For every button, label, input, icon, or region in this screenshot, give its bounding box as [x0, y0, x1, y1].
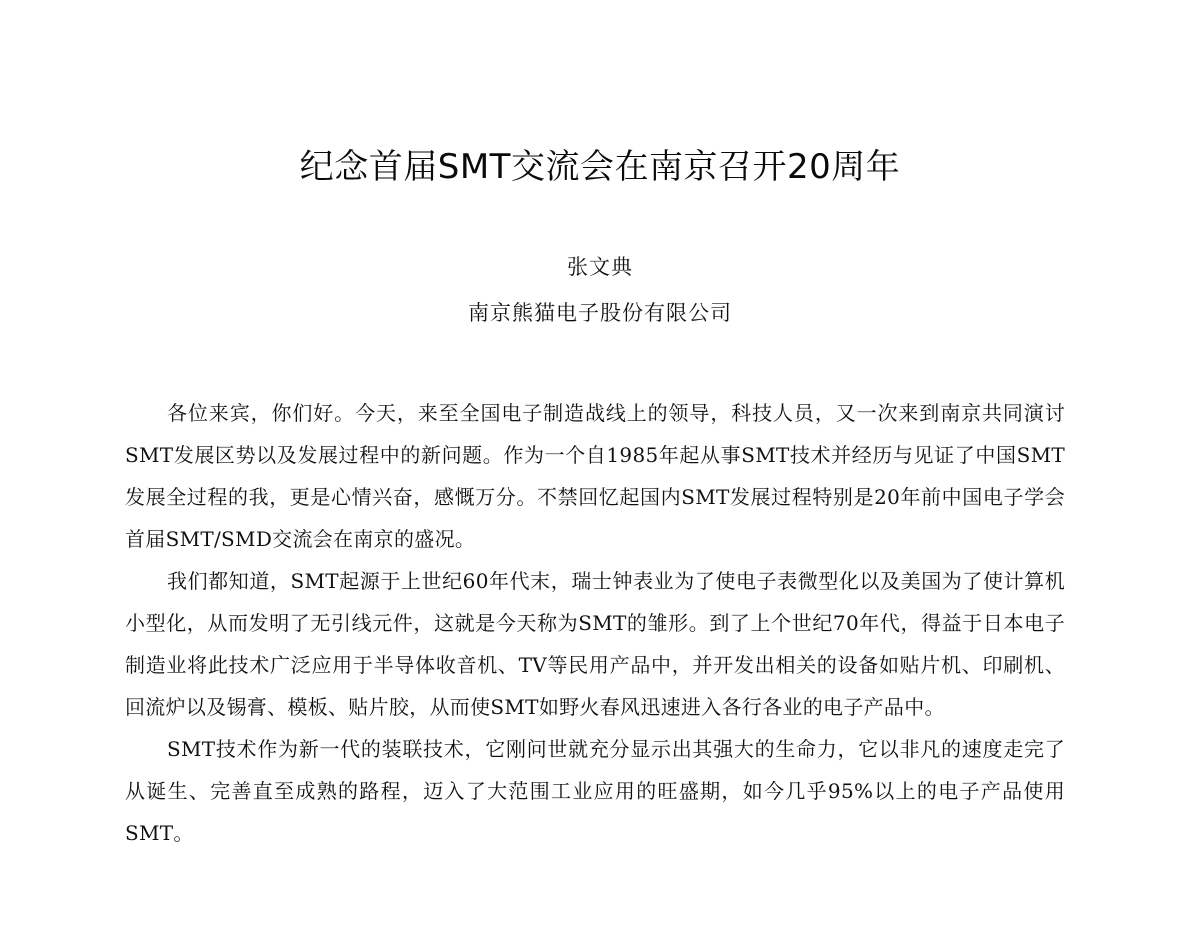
paragraph-1: 各位来宾，你们好。今天，来至全国电子制造战线上的领导，科技人员，又一次来到南京共同演讨SMT发展区势以及发展过程中的新问题。作为一个自1985年起从事SMT技术并经历与见证了中国SMT发展全过程的我，更是心情兴奋，感慨万分。不禁回忆起国内SMT发展过程特别是20年前中国电子学会首届SMT/SMD交流会在南京的盛况。 — [125, 401, 1065, 551]
paragraph-2: 我们都知道，SMT起源于上世纪60年代末，瑞士钟表业为了使电子表微型化以及美国为了使计算机小型化，从而发明了无引线元件，这就是今天称为SMT的雏形。到了上个世纪70年代，得益于日本电子制造业将此技术广泛应用于半导体收音机、TV等民用产品中，并开发出相关的设备如贴片机、印刷机、回流炉以及锡膏、模板、贴片胶，从而使SMT如野火春风迅速进入各行各业的电子产品中。 — [125, 569, 1065, 719]
body-text — [125, 392, 1065, 854]
author-affiliation: 南京熊猫电子股份有限公司 — [468, 301, 732, 325]
page-title: 纪念首届SMT交流会在南京召开20周年 — [299, 147, 901, 187]
author-name: 张文典 — [567, 255, 633, 279]
paragraph-3: SMT技术作为新一代的装联技术，它刚问世就充分显示出其强大的生命力，它以非凡的速度走完了从诞生、完善直至成熟的路程，迈入了大范围工业应用的旺盛期，如今几乎95%以上的电子产品使用SMT。 — [125, 737, 1065, 845]
